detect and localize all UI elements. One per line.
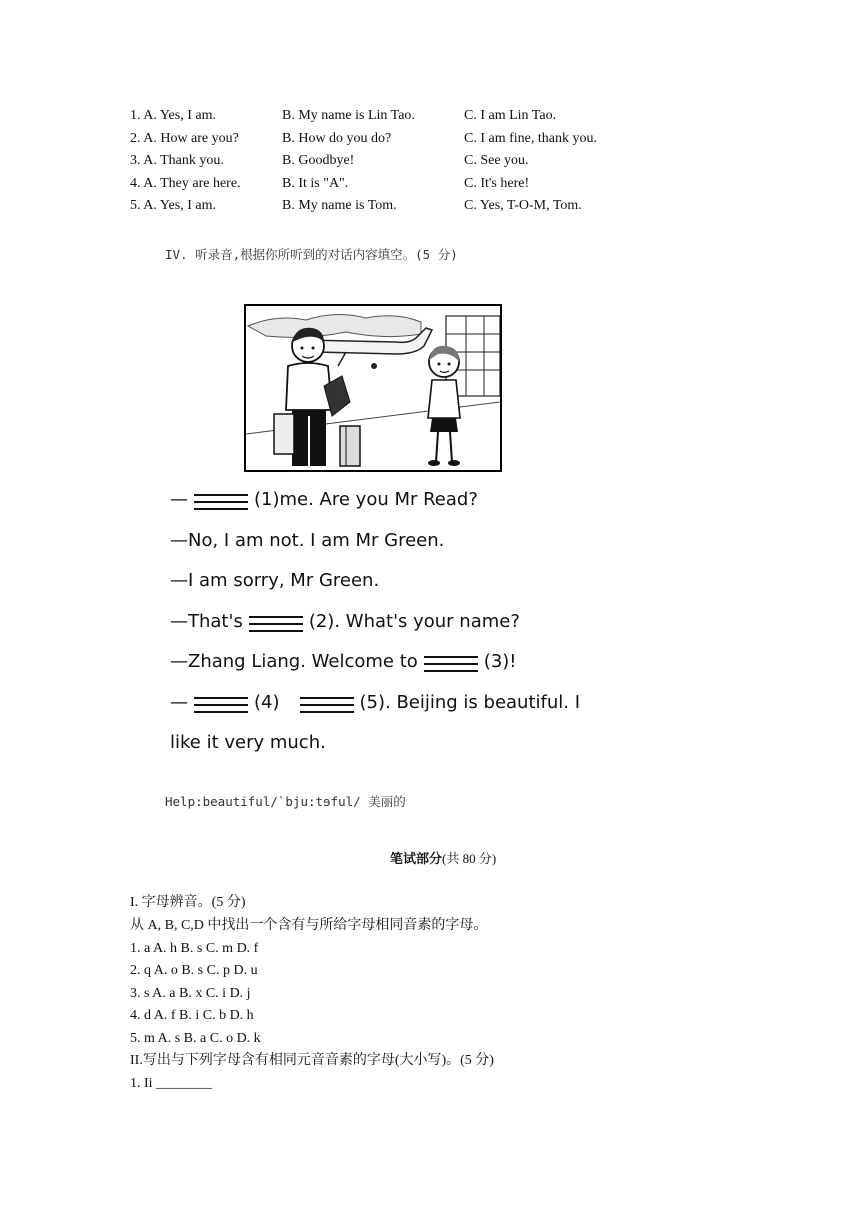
option-c: C. I am fine, thank you. [464, 131, 597, 146]
dialogue-line-6 [170, 690, 580, 716]
dash: — [170, 692, 188, 713]
dialogue-text: —I am sorry, Mr Green. [170, 570, 380, 591]
written-part-heading [390, 848, 496, 867]
dialogue-line-7 [170, 730, 326, 756]
dialogue-text: —No, I am not. I am Mr Green. [170, 530, 445, 551]
option-b: B. My name is Lin Tao. [282, 108, 415, 123]
written-line: 4. d A. f B. i C. b D. h [130, 1008, 254, 1023]
dialogue-text: like it very much. [170, 732, 326, 753]
option-b: B. My name is Tom. [282, 198, 397, 213]
dialogue-text: (4) [254, 692, 280, 713]
option-a: 4. A. They are here. [130, 176, 241, 191]
option-c: C. Yes, T-O-M, Tom. [464, 198, 582, 213]
dialogue-line-5 [170, 649, 517, 675]
dialogue-line-1 [170, 487, 478, 513]
written-line: 2. q A. o B. s C. p D. u [130, 963, 258, 978]
dialogue-text: (5). Beijing is beautiful. I [359, 692, 581, 713]
answer-blank-2[interactable] [249, 611, 303, 633]
option-c: C. It's here! [464, 176, 530, 191]
written-line: 3. s A. a B. x C. i D. j [130, 986, 251, 1001]
dialogue-text: —Zhang Liang. Welcome to [170, 651, 418, 672]
dialogue-text: (2). What's your name? [308, 611, 520, 632]
answer-blank-5[interactable] [300, 692, 354, 714]
written-part-title: 笔试部分 [390, 852, 443, 867]
option-c: C. See you. [464, 153, 529, 168]
answer-blank-4[interactable] [194, 692, 248, 714]
dialogue-line-2 [170, 528, 444, 554]
written-line: 1. Ii ________ [130, 1076, 213, 1091]
written-line: 1. a A. h B. s C. m D. f [130, 941, 259, 956]
dialogue-illustration [244, 304, 502, 472]
written-line: 5. m A. s B. a C. o D. k [130, 1031, 261, 1046]
option-a: 3. A. Thank you. [130, 153, 224, 168]
help-note: Help:beautiful/`bju:tɘful/ 美丽的 [165, 794, 406, 809]
written-line: I. 字母辨音。(5 分) [130, 895, 246, 910]
dialogue-text: (1)me. Are you Mr Read? [254, 489, 478, 510]
section-iv-title: IV. 听录音,根据你所听到的对话内容填空。(5 分) [165, 247, 458, 262]
dash: — [170, 489, 188, 510]
option-c: C. I am Lin Tao. [464, 108, 557, 123]
dialogue-text: (3)! [483, 651, 517, 672]
option-a: 2. A. How are you? [130, 131, 239, 146]
written-line: II.写出与下列字母含有相同元音音素的字母(大小写)。(5 分) [130, 1053, 494, 1068]
written-part-score: (共 80 分) [442, 851, 497, 866]
option-a: 5. A. Yes, I am. [130, 198, 216, 213]
option-a: 1. A. Yes, I am. [130, 108, 216, 123]
option-b: B. Goodbye! [282, 153, 355, 168]
answer-blank-3[interactable] [424, 651, 478, 673]
dialogue-text: —That's [170, 611, 243, 632]
airport-scene-image [246, 306, 500, 470]
dialogue-line-4 [170, 609, 520, 635]
written-line: 从 A, B, C,D 中找出一个含有与所给字母相同音素的字母。 [130, 918, 488, 933]
option-b: B. How do you do? [282, 131, 392, 146]
dialogue-line-3 [170, 568, 379, 594]
option-b: B. It is "A". [282, 176, 349, 191]
answer-blank-1[interactable] [194, 489, 248, 511]
